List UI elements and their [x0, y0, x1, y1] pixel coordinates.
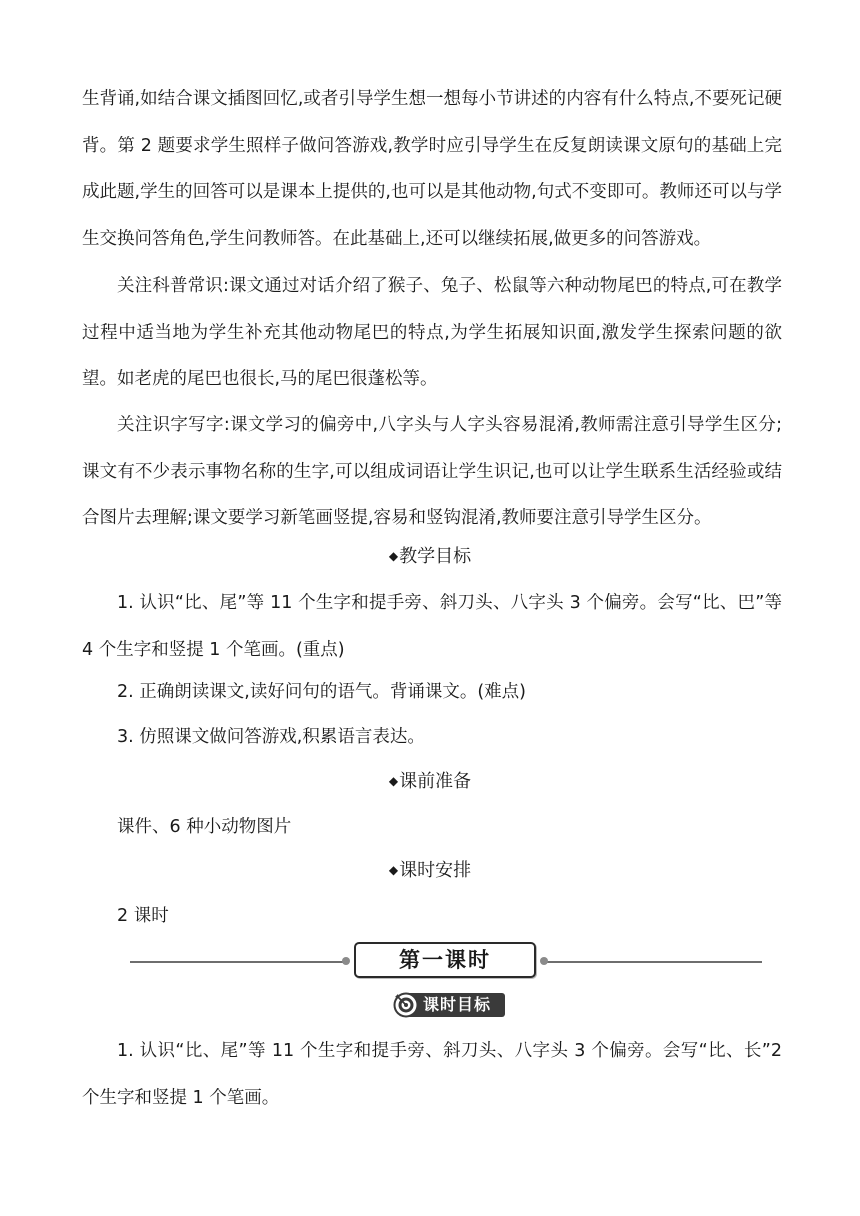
goal-item-3: 3. 仿照课文做问答游戏,积累语言表达。: [117, 727, 425, 747]
target-icon: [393, 992, 421, 1018]
preparation-text: 课件、6 种小动物图片: [117, 817, 292, 837]
heading-text: 教学目标: [399, 546, 472, 567]
diamond-bullet-icon: ◆: [388, 863, 399, 877]
goal-item-2: 2. 正确朗读课文,读好问句的语气。背诵课文。(难点): [117, 682, 526, 702]
heading-teaching-goals: [0, 544, 860, 569]
paragraph-literacy: 关注识字写字:课文学习的偏旁中,八字头与人字头容易混淆,教师需注意引导学生区分;课文有不少表示事物名称的生字,可以组成词语让学生识记,也可以让学生联系生活经验或结合图片去理解;课文要学习新笔画竖提,容易和竖钩混淆,教师要注意引导学生区分。: [82, 415, 782, 528]
badge-label: 课时目标: [407, 993, 505, 1017]
lesson-title-box: 第一课时: [354, 942, 536, 978]
goal-item-1: 1. 认识“比、尾”等 11 个生字和提手旁、斜刀头、八字头 3 个偏旁。会写“比、巴”等 4 个生字和竖提 1 个笔画。(重点): [82, 593, 782, 660]
heading-schedule: [0, 858, 860, 883]
heading-text: 课前准备: [399, 771, 472, 792]
separator-right-dot: [540, 957, 548, 965]
diamond-bullet-icon: ◆: [388, 774, 399, 788]
separator-right-rule: [546, 961, 762, 963]
lesson-target-badge: [393, 992, 505, 1018]
heading-preparation: [0, 769, 860, 794]
diamond-bullet-icon: ◆: [388, 549, 399, 563]
schedule-text: 2 课时: [117, 906, 169, 926]
heading-text: 课时安排: [399, 860, 472, 881]
lesson-target-text: 1. 认识“比、尾”等 11 个生字和提手旁、斜刀头、八字头 3 个偏旁。会写“比、长”2 个生字和竖提 1 个笔画。: [82, 1041, 782, 1108]
paragraph-science: 关注科普常识:课文通过对话介绍了猴子、兔子、松鼠等六种动物尾巴的特点,可在教学过程中适当地为学生补充其他动物尾巴的特点,为学生拓展知识面,激发学生探索问题的欲望。如老虎的尾巴也很长,马的尾巴很蓬松等。: [82, 276, 782, 389]
paragraph-recitation: 生背诵,如结合课文插图回忆,或者引导学生想一想每小节讲述的内容有什么特点,不要死记硬背。第 2 题要求学生照样子做问答游戏,教学时应引导学生在反复朗读课文原句的基础上完成此题,学生的回答可以是课本上提供的,也可以是其他动物,句式不变即可。教师还可以与学生交换问答角色,学生问教师答。在此基础上,还可以继续拓展,做更多的问答游戏。: [82, 89, 782, 249]
separator-left-dot: [342, 957, 350, 965]
separator-left-rule: [130, 961, 346, 963]
